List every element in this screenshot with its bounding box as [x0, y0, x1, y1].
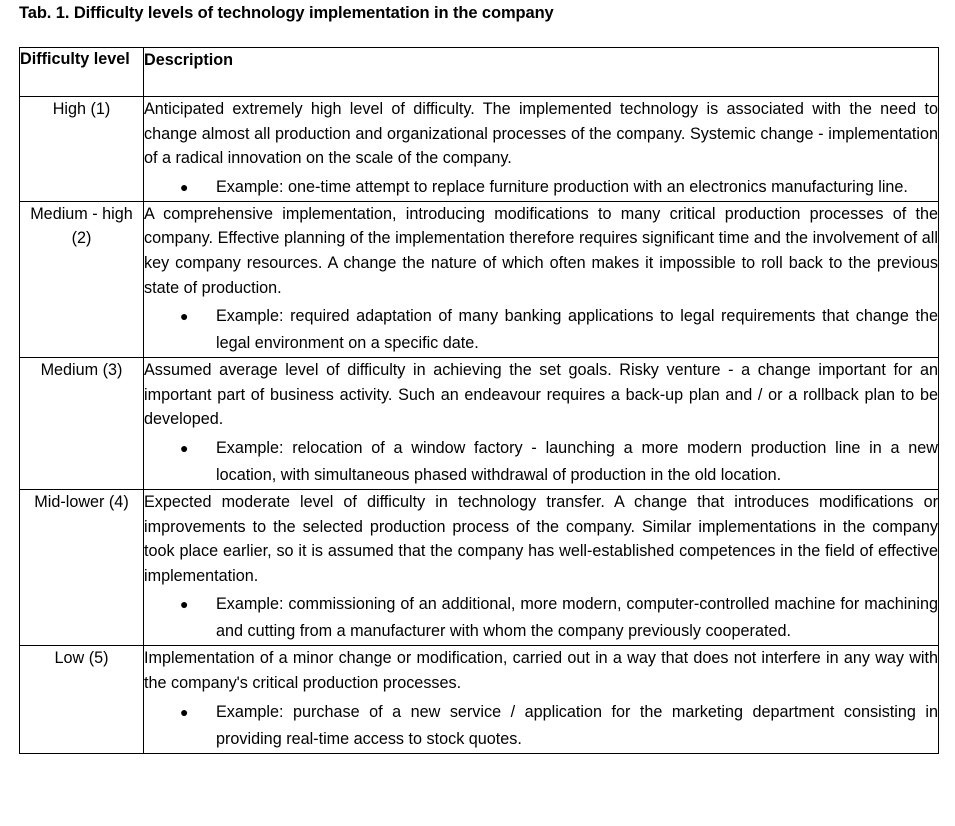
difficulty-level-cell: High (1) — [20, 97, 144, 202]
example-text: Example: one-time attempt to replace furniture production with an electronics manufacturing line. — [216, 177, 908, 196]
bullet-icon: ● — [180, 308, 189, 325]
description-text: Assumed average level of difficulty in achieving the set goals. Risky venture - a change important for an important part of business activity. Such an endeavour requires a back-up plan and / or a rollback plan to be developed. — [144, 361, 938, 429]
table-row — [20, 358, 939, 490]
description-cell — [144, 358, 939, 490]
example-text: Example: required adaptation of many banking applications to legal requirements that change the legal environment on a specific date. — [216, 307, 938, 353]
bullet-icon: ● — [180, 596, 189, 613]
difficulty-levels-table — [19, 47, 939, 754]
description-cell — [144, 489, 939, 645]
table-row — [20, 489, 939, 645]
difficulty-level-cell: Low (5) — [20, 646, 144, 753]
description-text: A comprehensive implementation, introducing modifications to many critical production processes of the company. Effective planning of the implementation therefore requires significant time and the involvement of all key company resources. A change the nature of which often makes it impossible to roll back to the previous state of production. — [144, 204, 938, 297]
header-description: Description — [144, 48, 939, 97]
example-text: Example: commissioning of an additional, more modern, computer-controlled machine for machining and cutting from a manufacturer with whom the company previously cooperated. — [216, 595, 938, 641]
description-cell — [144, 201, 939, 357]
table-row — [20, 646, 939, 753]
bullet-icon: ● — [180, 439, 189, 456]
bullet-icon: ● — [180, 703, 189, 720]
description-text: Implementation of a minor change or modification, carried out in a way that does not interfere in any way with the company's critical production processes. — [144, 649, 938, 692]
example-item — [144, 435, 938, 489]
table-caption: Tab. 1. Difficulty levels of technology implementation in the company — [19, 4, 554, 22]
example-item — [144, 591, 938, 645]
example-text: Example: purchase of a new service / application for the marketing department consisting in providing real-time access to stock quotes. — [216, 702, 938, 748]
table-row — [20, 97, 939, 202]
example-item — [144, 699, 938, 753]
example-item — [144, 303, 938, 357]
example-item — [144, 174, 938, 201]
table-row — [20, 201, 939, 357]
description-cell — [144, 646, 939, 753]
description-text: Anticipated extremely high level of difficulty. The implemented technology is associated with the need to change almost all production and organizational processes of the company. Systemic change - implementation of a radical innovation on the scale of the company. — [144, 100, 938, 168]
bullet-icon: ● — [180, 178, 189, 195]
description-cell — [144, 97, 939, 202]
description-text: Expected moderate level of difficulty in technology transfer. A change that introduces modifications or improvements to the selected production process of the company. Similar implementations in the company took place earlier, so it is assumed that the company has well-established competences in the field of effective implementation. — [144, 492, 938, 585]
difficulty-level-cell: Medium - high (2) — [20, 201, 144, 357]
difficulty-level-cell: Mid-lower (4) — [20, 489, 144, 645]
table-header-row — [20, 48, 939, 97]
header-difficulty-level: Difficulty level — [20, 48, 144, 97]
example-text: Example: relocation of a window factory - launching a more modern production line in a new location, with simultaneous phased withdrawal of production in the old location. — [216, 438, 938, 484]
difficulty-level-cell: Medium (3) — [20, 358, 144, 490]
